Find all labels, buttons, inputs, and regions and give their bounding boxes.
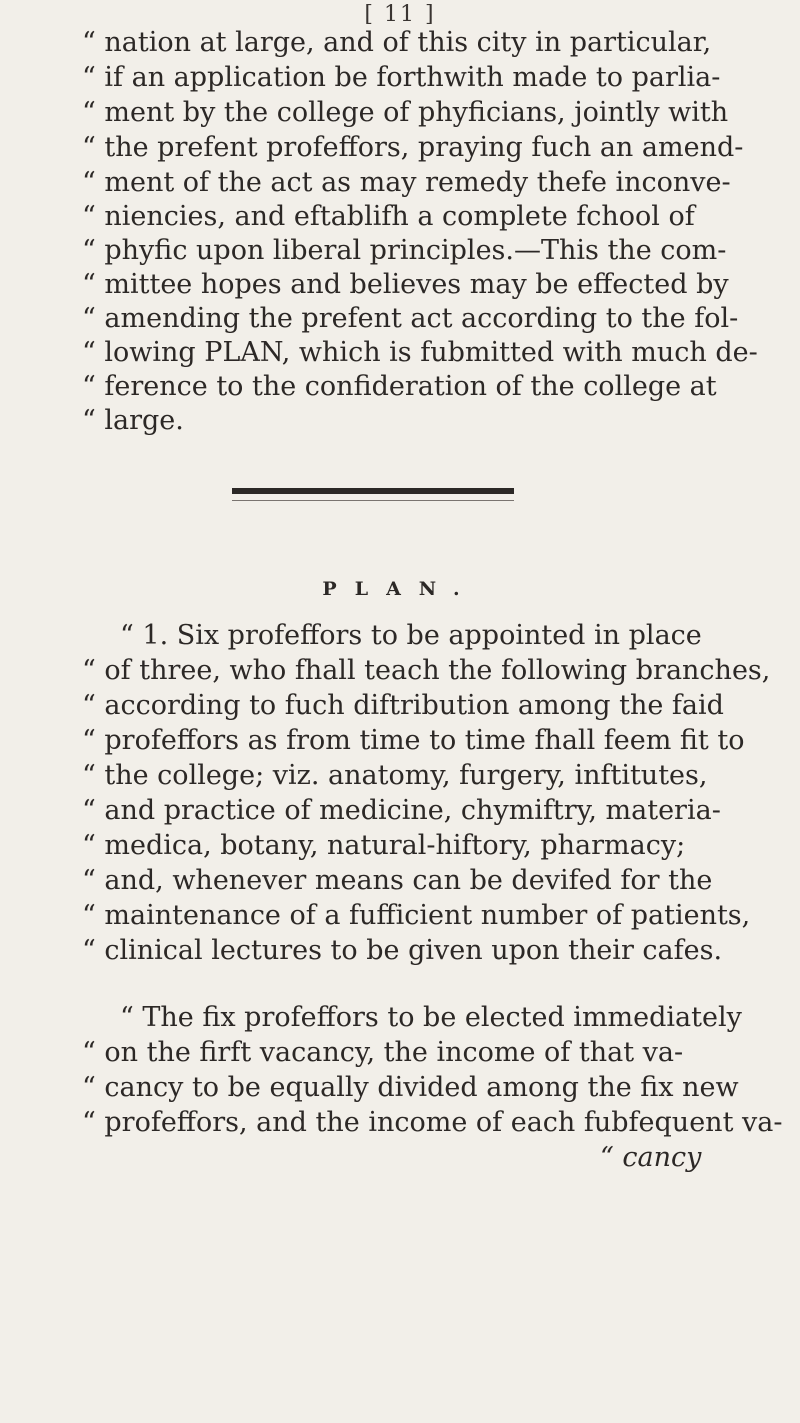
section-heading: PLAN.	[322, 578, 478, 600]
text-line: “ of three, who fhall teach the following branches,	[82, 655, 771, 686]
ornamental-rule-thin	[232, 500, 514, 501]
text-line: “ cancy to be equally divided among the fix new	[82, 1072, 739, 1103]
catchword: “ cancy	[600, 1142, 702, 1173]
text-line: “ 1. Six profeffors to be appointed in place	[120, 620, 702, 651]
text-line: “ mittee hopes and believes may be effected by	[82, 269, 729, 300]
text-line: “ large.	[82, 405, 184, 436]
text-line: “ ment of the act as may remedy thefe inconve-	[82, 167, 731, 198]
text-line: “ phyfic upon liberal principles.—This the com-	[82, 235, 727, 266]
text-line: “ ment by the college of phyficians, jointly with	[82, 97, 729, 128]
text-line: “ nation at large, and of this city in particular,	[82, 27, 712, 58]
text-line: “ ference to the confideration of the college at	[82, 371, 717, 402]
text-line: “ the college; viz. anatomy, furgery, inftitutes,	[82, 760, 708, 791]
text-line: “ amending the prefent act according to the fol-	[82, 303, 739, 334]
text-line: “ and, whenever means can be devifed for the	[82, 865, 713, 896]
page-number: [ 11 ]	[364, 2, 436, 27]
text-line: “ medica, botany, natural-hiftory, pharmacy;	[82, 830, 686, 861]
text-line: “ lowing PLAN, which is fubmitted with much de-	[82, 337, 758, 368]
text-line: “ the prefent profeffors, praying fuch an amend-	[82, 132, 744, 163]
text-line: “ profeffors as from time to time fhall feem fit to	[82, 725, 745, 756]
text-line: “ The fix profeffors to be elected immediately	[120, 1002, 742, 1033]
text-line: “ on the firft vacancy, the income of that va-	[82, 1037, 684, 1068]
ornamental-rule	[232, 488, 514, 494]
text-line: “ maintenance of a fufficient number of patients,	[82, 900, 751, 931]
text-line: “ niencies, and eftablifh a complete fchool of	[82, 201, 695, 232]
text-line: “ profeffors, and the income of each fubfequent va-	[82, 1107, 783, 1138]
text-line: “ clinical lectures to be given upon their cafes.	[82, 935, 723, 966]
text-line: “ according to fuch diftribution among the faid	[82, 690, 724, 721]
text-line: “ and practice of medicine, chymiftry, materia-	[82, 795, 721, 826]
text-line: “ if an application be forthwith made to parlia-	[82, 62, 721, 93]
